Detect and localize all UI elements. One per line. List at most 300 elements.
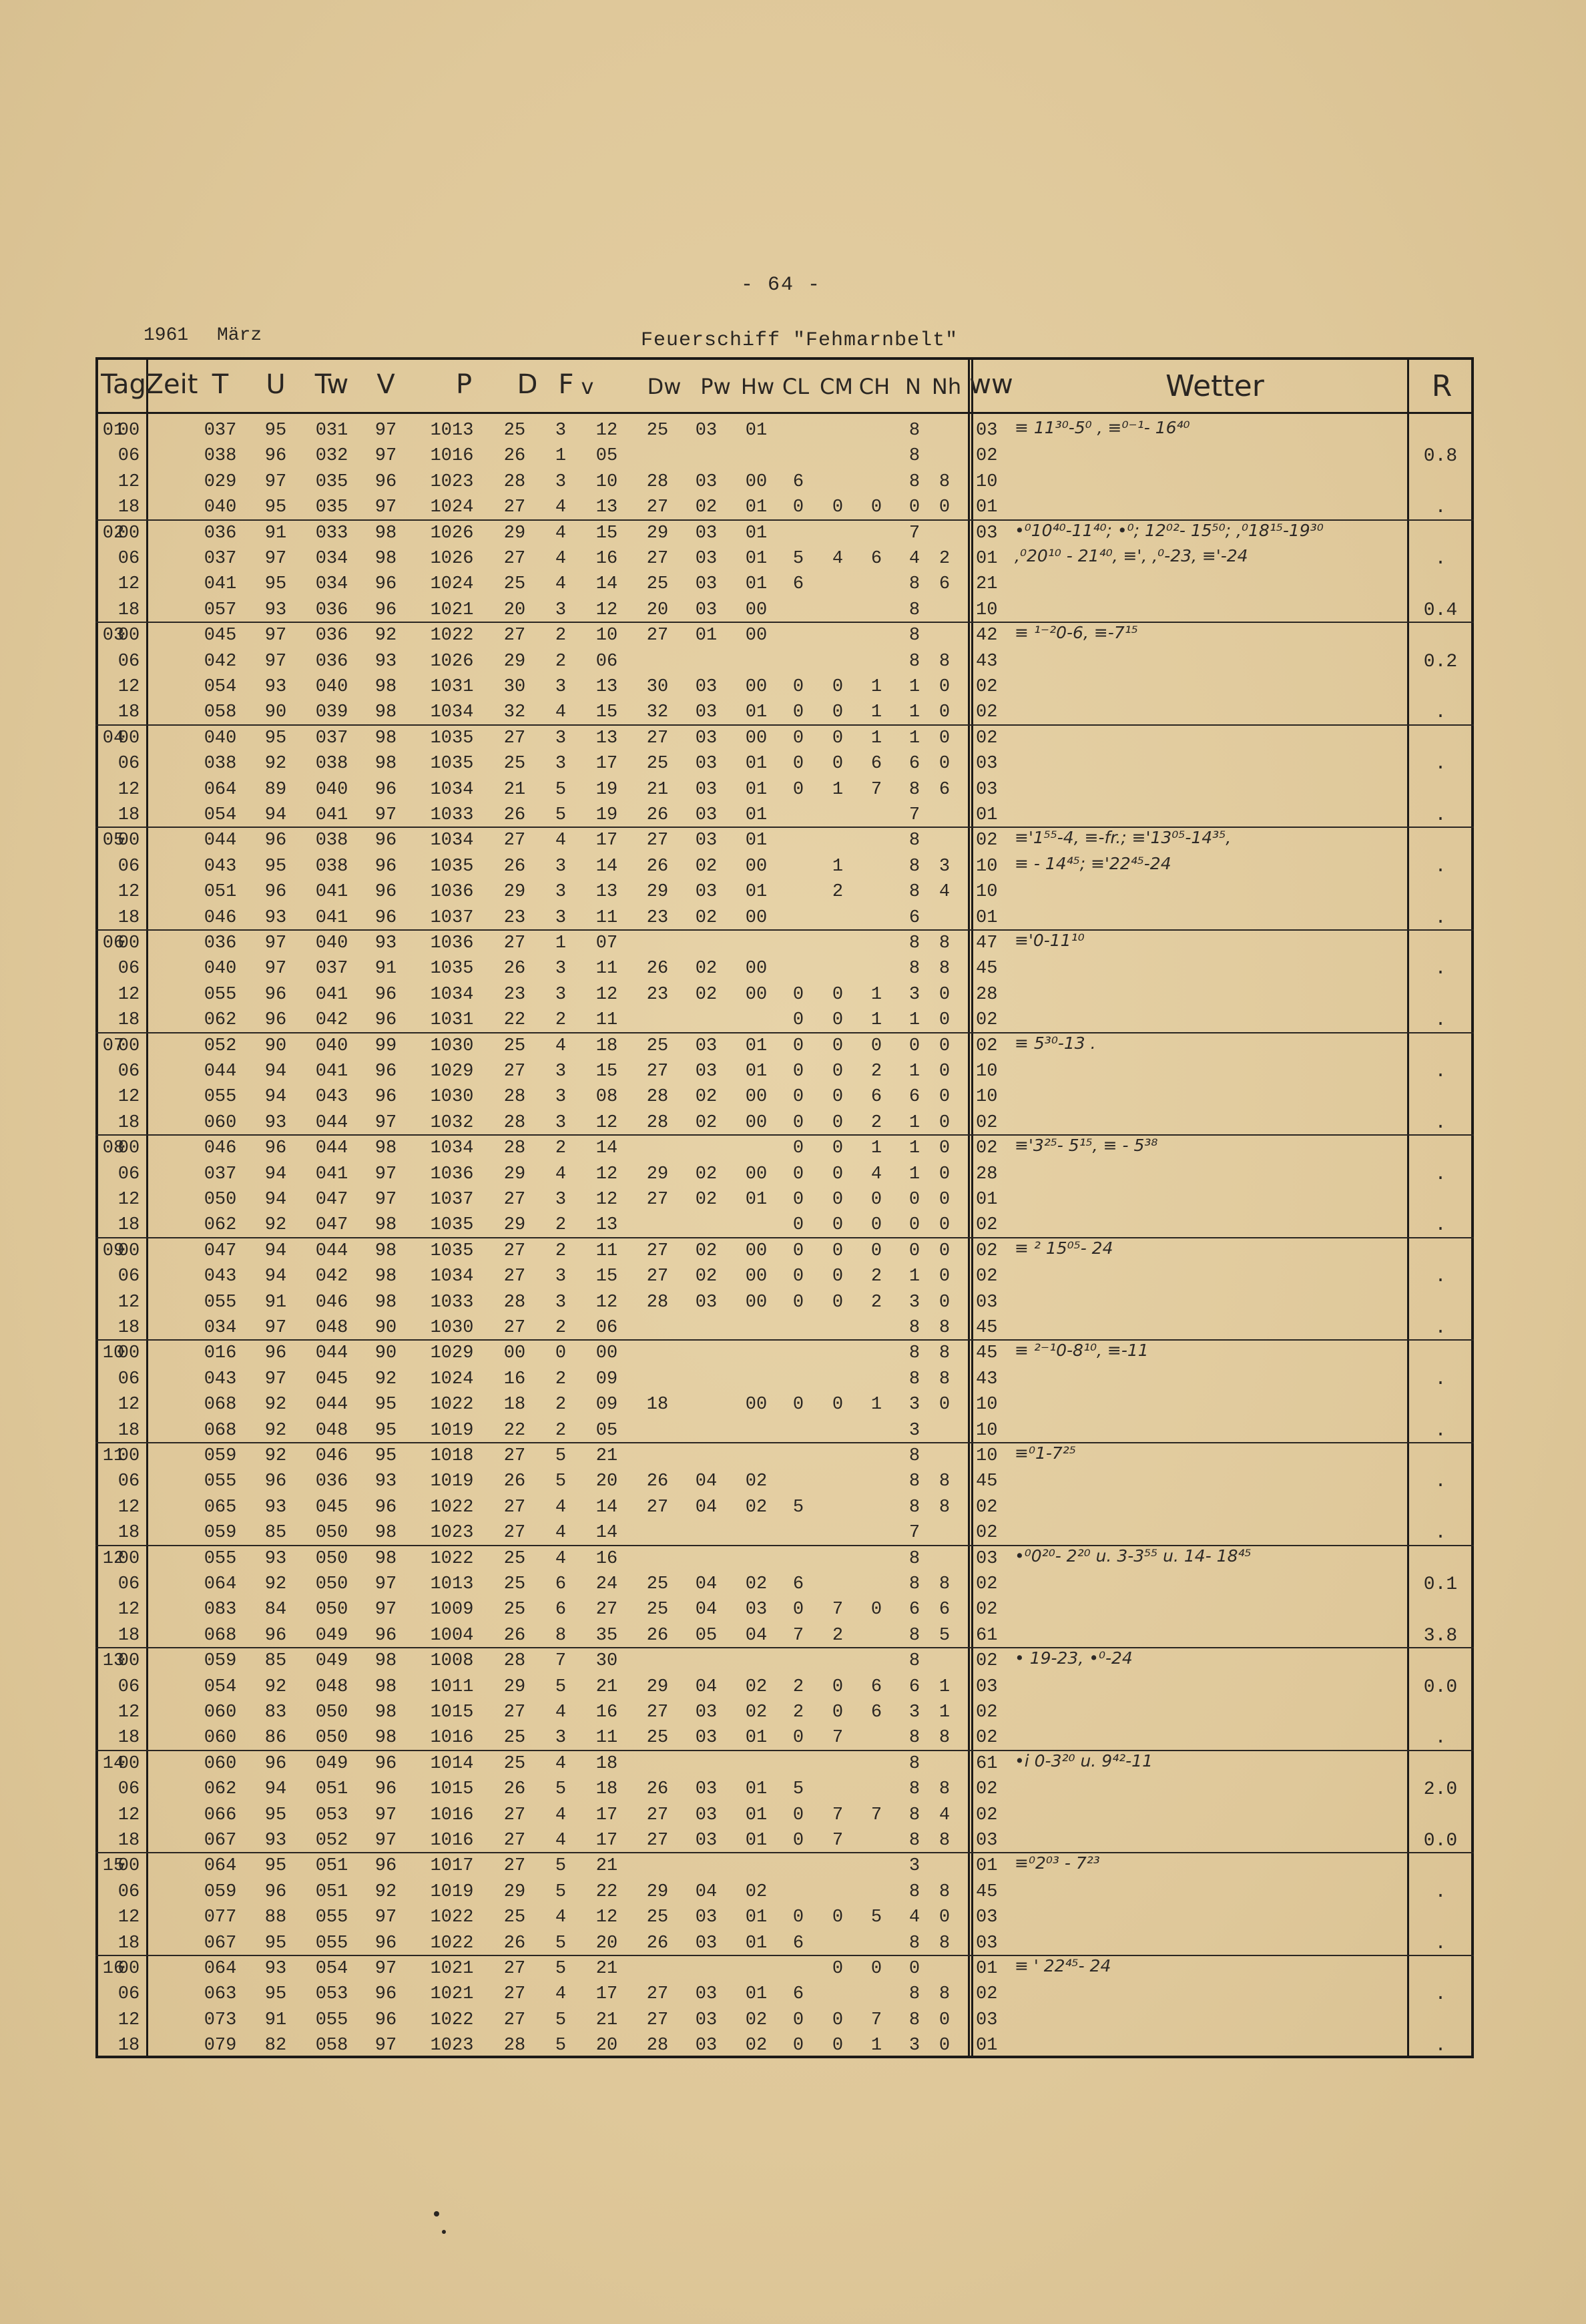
table-cell-v: 97 [374, 1112, 397, 1133]
table-cell-f: 4 [555, 1984, 567, 2005]
table-cell-cl: 0 [792, 1831, 804, 1851]
rain-value: . [1434, 754, 1446, 775]
table-cell-dw: 27 [646, 728, 669, 748]
table-cell-dw: 27 [646, 1497, 669, 1518]
table-cell-u: 96 [264, 1471, 287, 1492]
table-cell-n: 8 [908, 600, 920, 620]
table-cell-zeit: 18 [117, 600, 140, 620]
table-cell-hw: 03 [745, 1600, 768, 1620]
table-cell-d: 29 [503, 1164, 526, 1184]
table-cell-d: 29 [503, 1215, 526, 1236]
table-cell-tw: 045 [315, 1497, 348, 1518]
table-cell-p: 1034 [430, 984, 474, 1005]
table-cell-d: 27 [503, 1497, 526, 1518]
table-cell-u: 95 [264, 1984, 287, 2005]
table-cell-t: 052 [204, 1035, 237, 1056]
rain-value: 0.0 [1423, 1831, 1458, 1851]
table-cell-p: 1016 [430, 1728, 474, 1749]
table-cell-u: 94 [264, 1240, 287, 1261]
table-cell-nh: 0 [939, 497, 951, 518]
table-cell-ww: 47 [976, 933, 998, 953]
table-cell-dw: 27 [646, 549, 669, 569]
table-cell-u: 96 [264, 984, 287, 1005]
table-cell-dw: 30 [646, 677, 669, 697]
table-cell-ch: 0 [870, 497, 882, 518]
table-cell-v: 96 [374, 907, 397, 928]
table-cell-dw: 29 [646, 1676, 669, 1697]
rain-value: . [1434, 959, 1446, 980]
table-cell-zeit: 06 [117, 1062, 140, 1082]
table-cell-vv: 17 [595, 1805, 618, 1825]
table-cell-p: 1004 [430, 1625, 474, 1646]
weather-note: ≡'0-11¹⁰ [1015, 931, 1085, 950]
table-cell-ww: 02 [976, 1702, 998, 1722]
table-cell-pw: 03 [695, 805, 718, 825]
table-cell-ww: 02 [976, 1240, 998, 1261]
table-cell-ch: 1 [870, 2036, 882, 2056]
table-cell-n: 6 [908, 1087, 920, 1108]
table-cell-t: 066 [204, 1805, 237, 1825]
table-cell-v: 96 [374, 1062, 397, 1082]
table-cell-v: 97 [374, 1959, 397, 1979]
table-cell-p: 1036 [430, 1164, 474, 1184]
table-cell-dw: 27 [646, 497, 669, 518]
table-cell-n: 3 [908, 1395, 920, 1415]
table-cell-n: 1 [908, 1010, 920, 1031]
table-cell-t: 060 [204, 1753, 237, 1774]
table-cell-v: 98 [374, 549, 397, 569]
table-cell-p: 1008 [430, 1651, 474, 1672]
table-cell-dw: 28 [646, 1087, 669, 1108]
table-cell-d: 25 [503, 754, 526, 774]
table-cell-n: 3 [908, 1856, 920, 1877]
table-cell-n: 8 [908, 1805, 920, 1825]
table-cell-tw: 036 [315, 626, 348, 646]
table-cell-u: 97 [264, 549, 287, 569]
table-cell-f: 2 [555, 1215, 567, 1236]
table-cell-ww: 02 [976, 831, 998, 851]
table-cell-tw: 044 [315, 1112, 348, 1133]
table-cell-pw: 03 [695, 779, 718, 800]
table-cell-tw: 055 [315, 1933, 348, 1953]
table-cell-p: 1019 [430, 1881, 474, 1902]
table-cell-u: 96 [264, 1343, 287, 1364]
table-cell-v: 93 [374, 1471, 397, 1492]
table-cell-u: 94 [264, 1087, 287, 1108]
table-cell-v: 96 [374, 1625, 397, 1646]
table-cell-cm: 0 [832, 1959, 844, 1979]
table-cell-ch: 0 [870, 1959, 882, 1979]
table-cell-tw: 041 [315, 882, 348, 903]
table-cell-hw: 01 [745, 805, 768, 825]
table-cell-t: 054 [204, 677, 237, 697]
table-cell-dw: 25 [646, 1574, 669, 1594]
table-cell-n: 6 [908, 907, 920, 928]
table-cell-ww: 01 [976, 907, 998, 928]
table-cell-cm: 0 [832, 1292, 844, 1313]
table-cell-t: 083 [204, 1600, 237, 1620]
table-cell-n: 8 [908, 421, 920, 441]
table-cell-n: 8 [908, 1831, 920, 1851]
table-cell-ww: 28 [976, 984, 998, 1005]
column-header-t: T [212, 369, 229, 400]
table-cell-nh: 8 [939, 1497, 951, 1518]
table-cell-n: 8 [908, 1881, 920, 1902]
table-cell-vv: 21 [595, 1856, 618, 1877]
table-cell-d: 23 [503, 984, 526, 1005]
table-cell-cl: 0 [792, 1907, 804, 1928]
table-cell-ww: 03 [976, 754, 998, 774]
table-cell-zeit: 00 [117, 523, 140, 543]
table-cell-u: 93 [264, 1959, 287, 1979]
table-cell-d: 27 [503, 626, 526, 646]
table-cell-t: 037 [204, 549, 237, 569]
table-cell-hw: 00 [745, 1395, 768, 1415]
table-cell-n: 0 [908, 1035, 920, 1056]
table-cell-vv: 05 [595, 1420, 618, 1441]
table-cell-f: 2 [555, 1395, 567, 1415]
table-cell-zeit: 06 [117, 856, 140, 877]
table-cell-zeit: 18 [117, 1831, 140, 1851]
table-cell-pw: 02 [695, 907, 718, 928]
table-cell-p: 1021 [430, 1959, 474, 1979]
table-cell-zeit: 06 [117, 959, 140, 979]
table-cell-tw: 044 [315, 1240, 348, 1261]
table-cell-dw: 32 [646, 702, 669, 723]
table-cell-p: 1023 [430, 1523, 474, 1544]
table-cell-tw: 050 [315, 1523, 348, 1544]
table-cell-hw: 01 [745, 882, 768, 903]
table-cell-t: 051 [204, 882, 237, 903]
table-cell-p: 1014 [430, 1753, 474, 1774]
table-cell-n: 8 [908, 446, 920, 467]
table-cell-p: 1034 [430, 1266, 474, 1287]
table-cell-ch: 2 [870, 1292, 882, 1313]
table-cell-ch: 6 [870, 1087, 882, 1108]
table-cell-tag: 12 [102, 1548, 125, 1569]
table-cell-t: 040 [204, 959, 237, 979]
table-cell-p: 1032 [430, 1112, 474, 1133]
table-cell-d: 18 [503, 1395, 526, 1415]
table-cell-dw: 25 [646, 1600, 669, 1620]
table-cell-v: 96 [374, 856, 397, 877]
header-separator [95, 412, 1474, 414]
table-cell-n: 1 [908, 1266, 920, 1287]
table-cell-vv: 14 [595, 574, 618, 595]
table-cell-vv: 20 [595, 1471, 618, 1492]
table-cell-nh: 0 [939, 1062, 951, 1082]
table-cell-cl: 0 [792, 1215, 804, 1236]
table-cell-vv: 08 [595, 1087, 618, 1108]
table-cell-hw: 00 [745, 1112, 768, 1133]
table-cell-dw: 29 [646, 523, 669, 543]
table-cell-v: 97 [374, 1164, 397, 1184]
table-cell-vv: 14 [595, 1523, 618, 1544]
table-cell-pw: 03 [695, 1728, 718, 1749]
table-cell-f: 3 [555, 1266, 567, 1287]
table-cell-u: 92 [264, 1676, 287, 1697]
table-cell-u: 91 [264, 1292, 287, 1313]
table-cell-d: 27 [503, 2010, 526, 2030]
table-cell-nh: 0 [939, 754, 951, 774]
table-cell-cm: 0 [832, 984, 844, 1005]
table-cell-u: 96 [264, 446, 287, 467]
table-cell-ww: 02 [976, 1035, 998, 1056]
table-cell-f: 4 [555, 1035, 567, 1056]
table-cell-vv: 18 [595, 1035, 618, 1056]
table-cell-pw: 03 [695, 677, 718, 697]
table-cell-hw: 00 [745, 1087, 768, 1108]
table-cell-nh: 8 [939, 1933, 951, 1953]
table-cell-p: 1035 [430, 754, 474, 774]
table-cell-u: 84 [264, 1600, 287, 1620]
table-cell-cl: 2 [792, 1676, 804, 1697]
table-cell-dw: 29 [646, 1164, 669, 1184]
table-cell-u: 94 [264, 1779, 287, 1800]
table-cell-nh: 3 [939, 856, 951, 877]
table-cell-hw: 00 [745, 856, 768, 877]
table-cell-zeit: 18 [117, 1933, 140, 1953]
table-cell-ww: 61 [976, 1625, 998, 1646]
table-cell-hw: 00 [745, 728, 768, 748]
table-cell-n: 6 [908, 1600, 920, 1620]
table-cell-f: 3 [555, 1062, 567, 1082]
table-cell-vv: 18 [595, 1779, 618, 1800]
table-cell-p: 1022 [430, 1497, 474, 1518]
table-cell-tag: 06 [102, 933, 125, 953]
day-separator [95, 1750, 1474, 1751]
table-cell-f: 4 [555, 1702, 567, 1722]
table-cell-vv: 13 [595, 677, 618, 697]
table-cell-u: 92 [264, 754, 287, 774]
table-cell-p: 1015 [430, 1779, 474, 1800]
table-cell-f: 2 [555, 1010, 567, 1031]
table-cell-nh: 0 [939, 2010, 951, 2030]
table-cell-ch: 5 [870, 1907, 882, 1928]
table-cell-p: 1029 [430, 1062, 474, 1082]
table-cell-t: 067 [204, 1831, 237, 1851]
table-cell-p: 1026 [430, 651, 474, 672]
table-cell-vv: 15 [595, 1266, 618, 1287]
table-cell-cl: 0 [792, 1164, 804, 1184]
table-cell-hw: 01 [745, 1831, 768, 1851]
table-cell-hw: 00 [745, 1164, 768, 1184]
table-cell-d: 30 [503, 677, 526, 697]
table-cell-dw: 21 [646, 779, 669, 800]
table-cell-ch: 6 [870, 754, 882, 774]
table-cell-pw: 01 [695, 626, 718, 646]
table-cell-ch: 0 [870, 1600, 882, 1620]
table-cell-nh: 0 [939, 1907, 951, 1928]
table-cell-f: 4 [555, 1753, 567, 1774]
table-cell-f: 2 [555, 1369, 567, 1389]
table-cell-n: 3 [908, 1292, 920, 1313]
table-cell-cl: 0 [792, 1190, 804, 1210]
table-cell-v: 93 [374, 933, 397, 953]
table-cell-p: 1031 [430, 677, 474, 697]
table-cell-pw: 03 [695, 1062, 718, 1082]
table-cell-hw: 00 [745, 959, 768, 979]
table-cell-pw: 04 [695, 1881, 718, 1902]
table-cell-tw: 038 [315, 856, 348, 877]
table-cell-ww: 01 [976, 1856, 998, 1877]
table-cell-zeit: 00 [117, 1959, 140, 1979]
table-cell-n: 8 [908, 1471, 920, 1492]
table-cell-zeit: 18 [117, 1420, 140, 1441]
table-cell-n: 8 [908, 779, 920, 800]
table-cell-ww: 02 [976, 1600, 998, 1620]
table-cell-tw: 040 [315, 1035, 348, 1056]
table-cell-tw: 049 [315, 1753, 348, 1774]
table-cell-hw: 01 [745, 497, 768, 518]
table-cell-pw: 03 [695, 523, 718, 543]
table-cell-t: 068 [204, 1395, 237, 1415]
table-cell-u: 97 [264, 471, 287, 492]
table-cell-p: 1017 [430, 1856, 474, 1877]
table-cell-cm: 0 [832, 1164, 844, 1184]
table-cell-p: 1024 [430, 574, 474, 595]
table-cell-t: 041 [204, 574, 237, 595]
table-cell-n: 1 [908, 1062, 920, 1082]
table-cell-u: 97 [264, 651, 287, 672]
table-cell-ww: 28 [976, 1164, 998, 1184]
table-cell-cl: 0 [792, 2036, 804, 2056]
table-cell-ww: 01 [976, 1959, 998, 1979]
table-cell-ww: 03 [976, 523, 998, 543]
table-cell-p: 1033 [430, 805, 474, 825]
table-cell-ww: 42 [976, 626, 998, 646]
table-cell-p: 1031 [430, 1010, 474, 1031]
table-cell-tw: 050 [315, 1702, 348, 1722]
table-cell-v: 92 [374, 1369, 397, 1389]
table-cell-t: 055 [204, 1471, 237, 1492]
table-cell-ww: 03 [976, 1907, 998, 1928]
table-cell-v: 97 [374, 1574, 397, 1594]
rain-value: 0.1 [1423, 1574, 1458, 1595]
table-cell-n: 8 [908, 1728, 920, 1749]
table-cell-pw: 02 [695, 1240, 718, 1261]
table-cell-dw: 27 [646, 1266, 669, 1287]
table-cell-vv: 12 [595, 1292, 618, 1313]
table-cell-dw: 26 [646, 959, 669, 979]
table-cell-hw: 02 [745, 1471, 768, 1492]
table-cell-d: 26 [503, 446, 526, 467]
day-separator [95, 929, 1474, 931]
table-cell-t: 054 [204, 1676, 237, 1697]
table-cell-t: 038 [204, 754, 237, 774]
table-cell-hw: 02 [745, 1881, 768, 1902]
table-cell-tag: 15 [102, 1856, 125, 1877]
table-cell-f: 3 [555, 421, 567, 441]
table-cell-dw: 25 [646, 1907, 669, 1928]
table-cell-v: 96 [374, 1753, 397, 1774]
table-cell-t: 077 [204, 1907, 237, 1928]
table-cell-hw: 01 [745, 1933, 768, 1953]
table-cell-u: 89 [264, 779, 287, 800]
table-cell-dw: 29 [646, 1881, 669, 1902]
table-cell-n: 1 [908, 1112, 920, 1133]
table-cell-nh: 8 [939, 1574, 951, 1594]
table-cell-f: 3 [555, 856, 567, 877]
rain-value: . [1434, 1420, 1446, 1441]
table-cell-zeit: 12 [117, 2010, 140, 2030]
table-cell-zeit: 18 [117, 1318, 140, 1338]
table-cell-tw: 048 [315, 1676, 348, 1697]
table-cell-ww: 02 [976, 1497, 998, 1518]
table-cell-n: 0 [908, 1240, 920, 1261]
table-cell-pw: 03 [695, 1035, 718, 1056]
table-cell-vv: 00 [595, 1343, 618, 1364]
table-cell-t: 055 [204, 1087, 237, 1108]
table-cell-nh: 8 [939, 1471, 951, 1492]
rain-value: . [1434, 1266, 1446, 1288]
table-cell-u: 96 [264, 1138, 287, 1159]
table-cell-zeit: 12 [117, 574, 140, 595]
table-cell-n: 8 [908, 1933, 920, 1953]
table-cell-pw: 03 [695, 471, 718, 492]
rain-value: . [1434, 1523, 1446, 1544]
table-cell-p: 1030 [430, 1318, 474, 1338]
table-cell-t: 043 [204, 1369, 237, 1389]
table-cell-tw: 034 [315, 549, 348, 569]
table-cell-cl: 7 [792, 1625, 804, 1646]
table-cell-tag: 01 [102, 421, 125, 441]
table-cell-f: 3 [555, 1190, 567, 1210]
table-cell-cl: 0 [792, 728, 804, 748]
table-cell-tw: 038 [315, 831, 348, 851]
table-cell-hw: 01 [745, 549, 768, 569]
table-cell-zeit: 06 [117, 549, 140, 569]
table-cell-vv: 05 [595, 446, 618, 467]
table-cell-ww: 01 [976, 1190, 998, 1210]
table-cell-zeit: 06 [117, 446, 140, 467]
table-cell-ch: 2 [870, 1112, 882, 1133]
table-cell-t: 062 [204, 1215, 237, 1236]
table-cell-u: 95 [264, 497, 287, 518]
table-cell-d: 29 [503, 651, 526, 672]
table-cell-zeit: 18 [117, 1112, 140, 1133]
table-cell-v: 96 [374, 574, 397, 595]
table-cell-cl: 0 [792, 1728, 804, 1749]
table-cell-u: 92 [264, 1420, 287, 1441]
table-cell-tag: 04 [102, 728, 125, 748]
rain-value: . [1434, 1881, 1446, 1903]
table-cell-nh: 1 [939, 1676, 951, 1697]
table-cell-v: 96 [374, 1497, 397, 1518]
table-cell-dw: 25 [646, 1728, 669, 1749]
day-separator [95, 827, 1474, 828]
table-cell-f: 3 [555, 728, 567, 748]
table-cell-n: 6 [908, 754, 920, 774]
table-cell-tag: 11 [102, 1446, 125, 1466]
column-separator [146, 357, 148, 2058]
table-cell-zeit: 18 [117, 805, 140, 825]
table-cell-nh: 5 [939, 1625, 951, 1646]
table-cell-dw: 27 [646, 1240, 669, 1261]
table-cell-u: 96 [264, 1010, 287, 1031]
table-cell-f: 4 [555, 1548, 567, 1569]
table-cell-cm: 7 [832, 1600, 844, 1620]
table-cell-u: 88 [264, 1907, 287, 1928]
table-cell-v: 96 [374, 779, 397, 800]
table-cell-u: 96 [264, 831, 287, 851]
table-cell-ww: 45 [976, 1881, 998, 1902]
table-cell-u: 95 [264, 1856, 287, 1877]
table-cell-p: 1011 [430, 1676, 474, 1697]
table-cell-ww: 10 [976, 1087, 998, 1108]
table-cell-v: 98 [374, 1523, 397, 1544]
table-cell-p: 1036 [430, 882, 474, 903]
